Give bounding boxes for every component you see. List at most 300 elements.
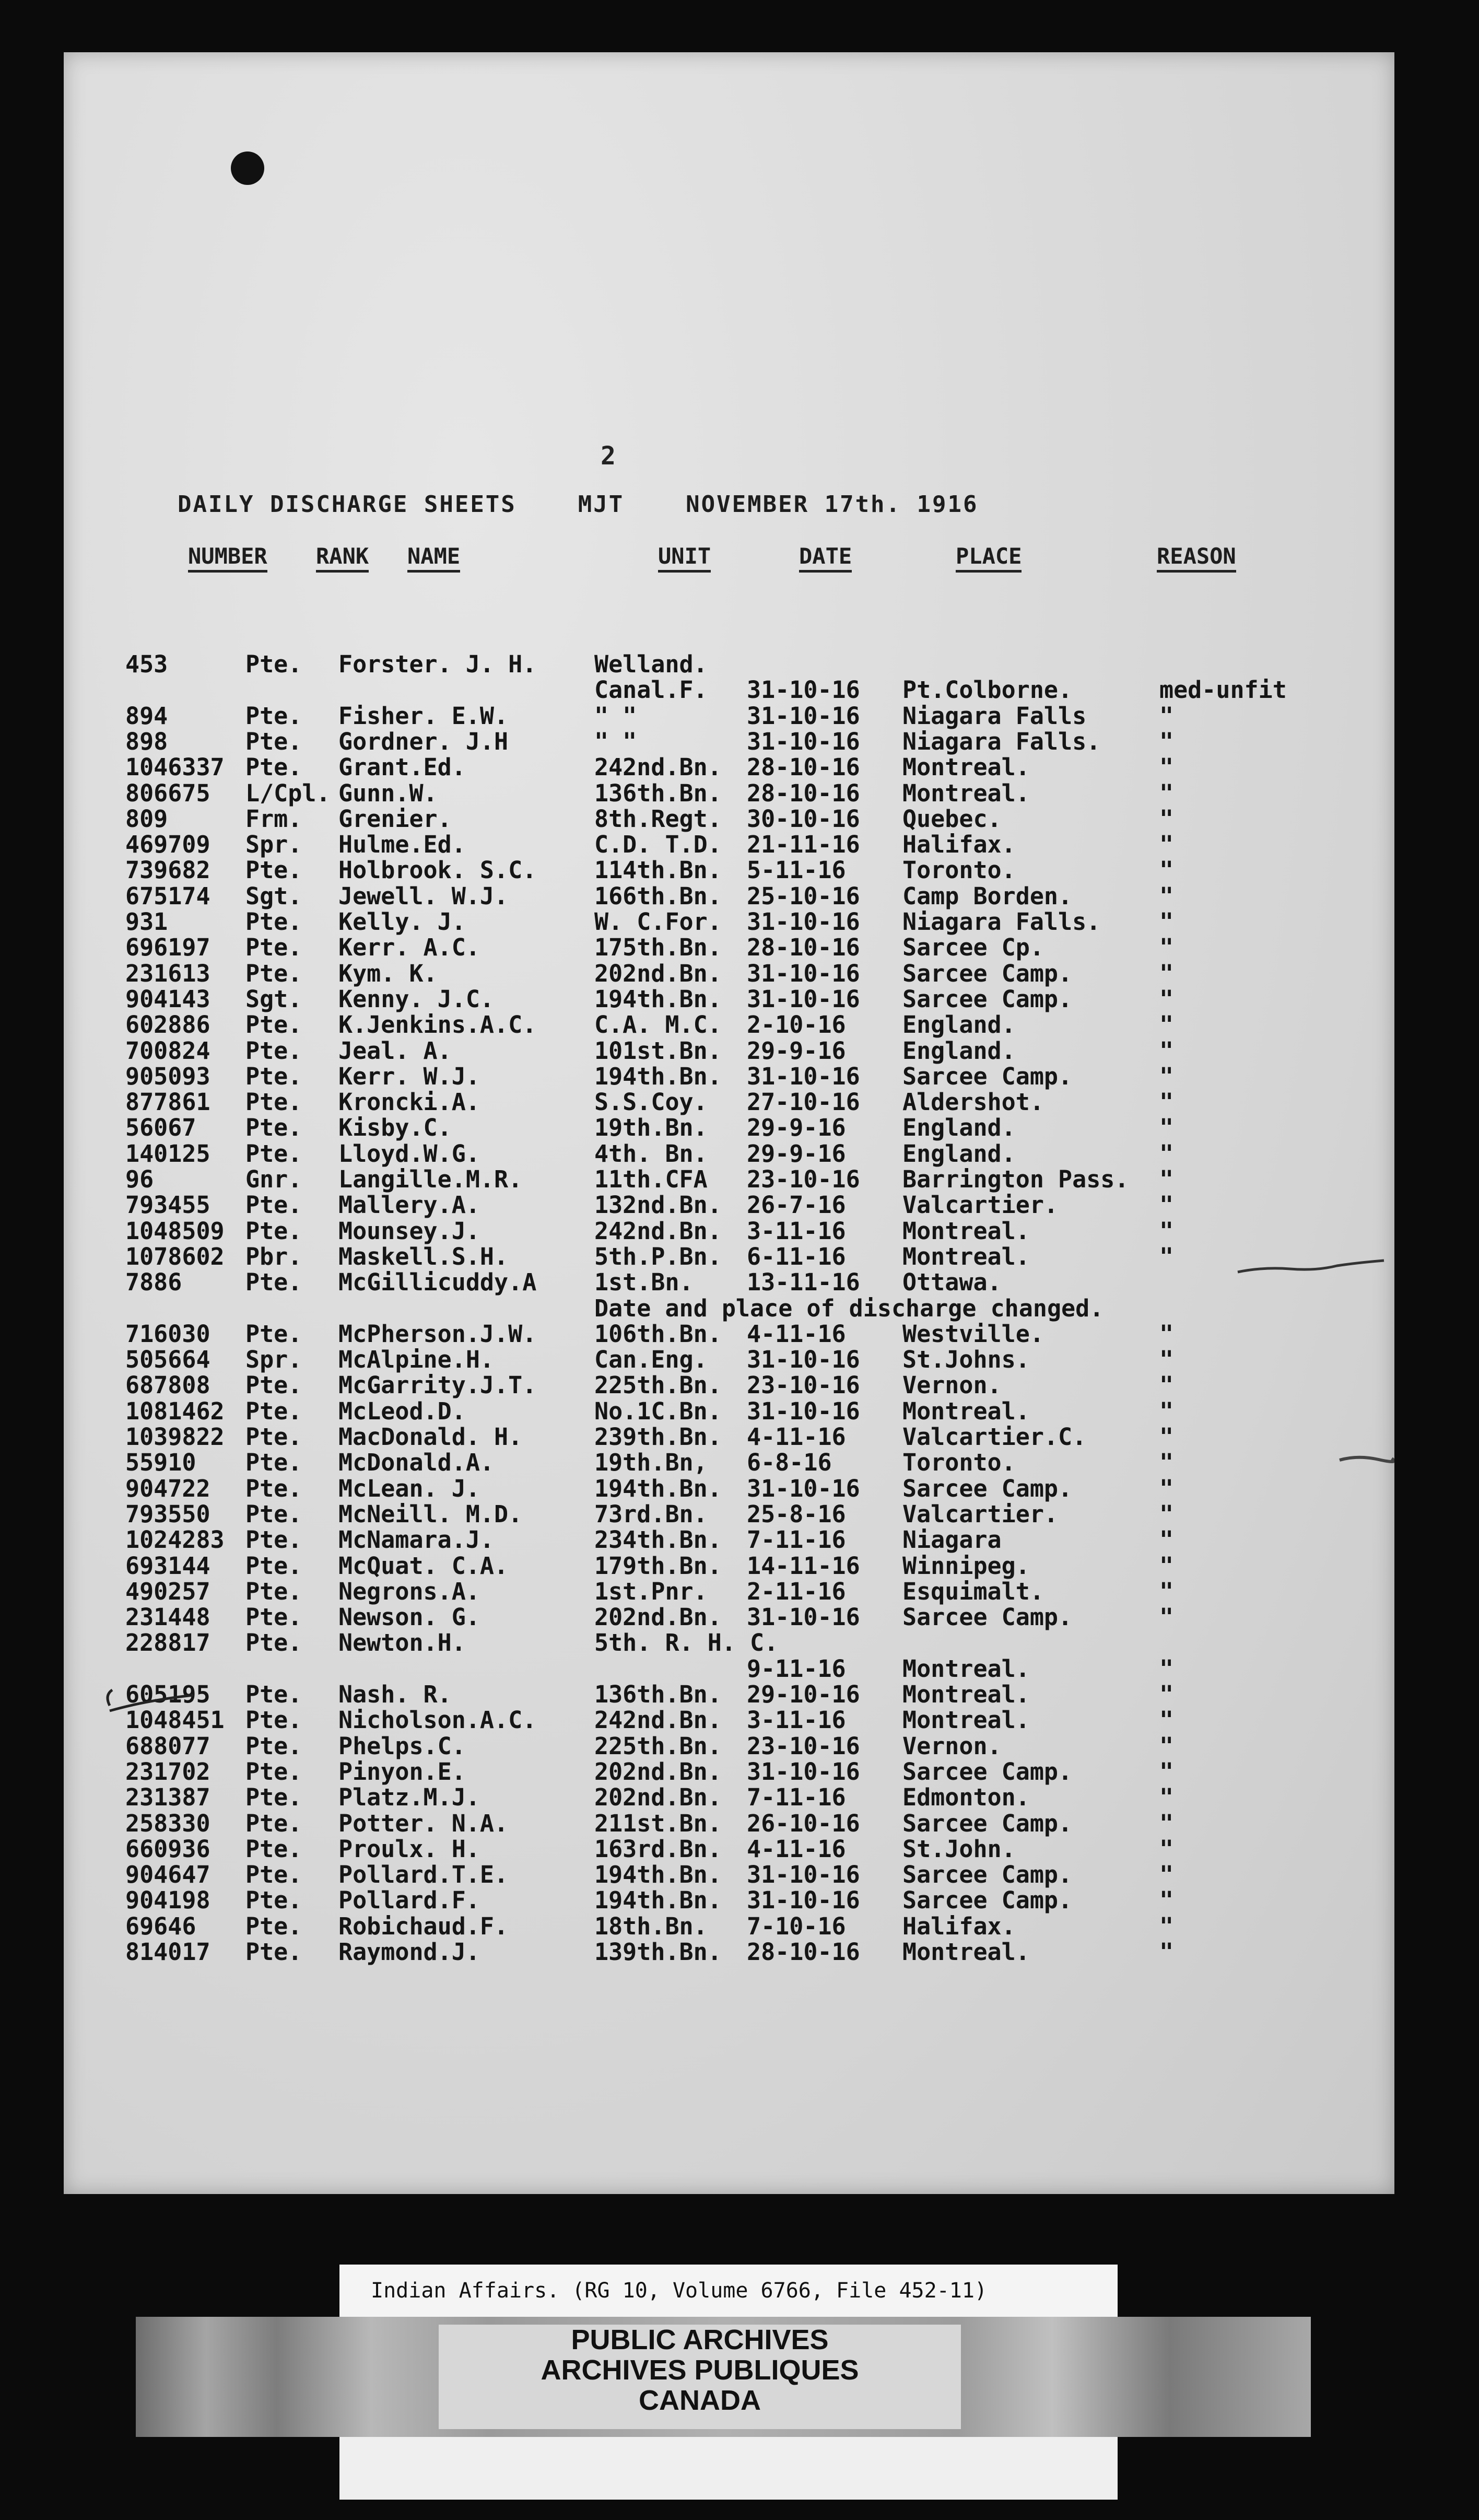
- cell-reason: ": [1159, 1603, 1174, 1631]
- cell-place: Sarcee Camp.: [902, 1861, 1073, 1888]
- cell-name: Raymond.J.: [338, 1938, 480, 1966]
- cell-unit: 242nd.Bn.: [594, 1217, 722, 1245]
- cell-name: MacDonald. H.: [338, 1423, 523, 1451]
- cell-rank: Pte.: [245, 1268, 302, 1296]
- cell-place: Niagara Falls.: [902, 908, 1101, 936]
- cell-place: Esquimalt.: [902, 1578, 1044, 1605]
- cell-name: Potter. N.A.: [338, 1810, 509, 1837]
- header-name: NAME: [407, 543, 460, 573]
- cell-unit: 194th.Bn.: [594, 1063, 722, 1090]
- cell-date: 21-11-16: [747, 831, 860, 858]
- cell-rank: Pte.: [245, 1063, 302, 1090]
- cell-reason: ": [1159, 1037, 1174, 1065]
- cell-number: 877861: [125, 1088, 210, 1116]
- cell-number: 56067: [125, 1114, 196, 1141]
- cell-place: St.Johns.: [902, 1346, 1030, 1373]
- cell-reason: ": [1159, 779, 1174, 807]
- cell-rank: Pte.: [245, 856, 302, 884]
- cell-date: 31-10-16: [747, 1475, 860, 1502]
- cell-date: 28-10-16: [747, 753, 860, 781]
- cell-reason: ": [1159, 1655, 1174, 1683]
- cell-reason: ": [1159, 1140, 1174, 1168]
- cell-name: Platz.M.J.: [338, 1783, 480, 1811]
- cell-rank: Pte.: [245, 1449, 302, 1476]
- cell-unit: 8th.Regt.: [594, 805, 722, 833]
- cell-unit: 225th.Bn.: [594, 1732, 722, 1760]
- cell-unit: S.S.Coy.: [594, 1088, 708, 1116]
- cell-number: 716030: [125, 1320, 210, 1348]
- cell-unit: 136th.Bn.: [594, 1681, 722, 1708]
- cell-rank: Pte.: [245, 908, 302, 936]
- cell-place: England.: [902, 1114, 1016, 1141]
- cell-name: Hulme.Ed.: [338, 831, 466, 858]
- cell-rank: Pte.: [245, 1578, 302, 1605]
- cell-number: 696197: [125, 934, 210, 961]
- cell-unit: 202nd.Bn.: [594, 960, 722, 987]
- cell-date: 31-10-16: [747, 1886, 860, 1914]
- cell-name: McDonald.A.: [338, 1449, 495, 1476]
- cell-rank: Pte.: [245, 1140, 302, 1168]
- cell-unit: 139th.Bn.: [594, 1938, 722, 1966]
- cell-date: 4-11-16: [747, 1835, 846, 1863]
- cell-rank: Pte.: [245, 1526, 302, 1554]
- cell-reason: ": [1159, 1706, 1174, 1734]
- archive-label-bottom: [339, 2437, 1118, 2500]
- cell-date: 9-11-16: [747, 1655, 846, 1683]
- cell-number: 675174: [125, 882, 210, 910]
- cell-number: 505664: [125, 1346, 210, 1373]
- cell-reason: ": [1159, 1165, 1174, 1193]
- cell-date: 4-11-16: [747, 1320, 846, 1348]
- cell-rank: Pte.: [245, 1397, 302, 1425]
- cell-reason: ": [1159, 831, 1174, 858]
- cell-place: Quebec.: [902, 805, 1002, 833]
- cell-date: 13-11-16: [747, 1268, 860, 1296]
- cell-reason: ": [1159, 1114, 1174, 1141]
- stamp-line-1: PUBLIC ARCHIVES: [571, 2324, 829, 2355]
- cell-name: Pinyon.E.: [338, 1758, 466, 1786]
- cell-unit: 225th.Bn.: [594, 1371, 722, 1399]
- cell-number: 55910: [125, 1449, 196, 1476]
- stamp-line-2: ARCHIVES PUBLIQUES: [541, 2354, 859, 2386]
- cell-rank: Pte.: [245, 1475, 302, 1502]
- cell-date: 31-10-16: [747, 1063, 860, 1090]
- cell-place: Vernon.: [902, 1732, 1002, 1760]
- cell-date: 31-10-16: [747, 1397, 860, 1425]
- cell-date: 29-9-16: [747, 1114, 846, 1141]
- cell-unit: 18th.Bn.: [594, 1912, 708, 1940]
- cell-name: Kym. K.: [338, 960, 438, 987]
- cell-date: 23-10-16: [747, 1371, 860, 1399]
- cell-unit: 73rd.Bn.: [594, 1500, 708, 1528]
- cell-reason: ": [1159, 805, 1174, 833]
- cell-reason: ": [1159, 1552, 1174, 1580]
- cell-rank: Spr.: [245, 831, 302, 858]
- cell-number: 231613: [125, 960, 210, 987]
- cell-reason: ": [1159, 1861, 1174, 1888]
- cell-number: 1048451: [125, 1706, 225, 1734]
- cell-number: 904647: [125, 1861, 210, 1888]
- cell-name: Nash. R.: [338, 1681, 452, 1708]
- cell-reason: ": [1159, 1243, 1174, 1270]
- cell-rank: Sgt.: [245, 882, 302, 910]
- cell-unit: 179th.Bn.: [594, 1552, 722, 1580]
- cell-place: Aldershot.: [902, 1088, 1044, 1116]
- page-number: 2: [601, 441, 616, 471]
- cell-number: 140125: [125, 1140, 210, 1168]
- cell-rank: Pte.: [245, 1861, 302, 1888]
- cell-place: England.: [902, 1140, 1016, 1168]
- cell-unit: 242nd.Bn.: [594, 1706, 722, 1734]
- cell-unit: 239th.Bn.: [594, 1423, 722, 1451]
- cell-reason: ": [1159, 1732, 1174, 1760]
- cell-rank: Pte.: [245, 1886, 302, 1914]
- cell-name: Phelps.C.: [338, 1732, 466, 1760]
- cell-place: Sarcee Camp.: [902, 1603, 1073, 1631]
- cell-unit: 194th.Bn.: [594, 1886, 722, 1914]
- cell-reason: ": [1159, 1191, 1174, 1219]
- sheet-title: DAILY DISCHARGE SHEETS MJT NOVEMBER 17th. 1916: [178, 491, 979, 518]
- cell-place: Sarcee Camp.: [902, 1063, 1073, 1090]
- cell-date: 29-10-16: [747, 1681, 860, 1708]
- cell-unit: 242nd.Bn.: [594, 753, 722, 781]
- cell-rank: Pte.: [245, 1810, 302, 1837]
- cell-place: Montreal.: [902, 1655, 1030, 1683]
- cell-name: McPherson.J.W.: [338, 1320, 537, 1348]
- cell-rank: Pte.: [245, 1371, 302, 1399]
- cell-date: 31-10-16: [747, 1346, 860, 1373]
- cell-date: 23-10-16: [747, 1165, 860, 1193]
- cell-rank: Pte.: [245, 702, 302, 730]
- cell-unit: 202nd.Bn.: [594, 1603, 722, 1631]
- cell-name: Gordner. J.H: [338, 728, 509, 755]
- header-rank: RANK: [316, 543, 369, 573]
- handwritten-smudge-mark: [1337, 1452, 1394, 1468]
- cell-reason: ": [1159, 1011, 1174, 1039]
- cell-number: 228817: [125, 1629, 210, 1656]
- cell-name: Kisby.C.: [338, 1114, 452, 1141]
- cell-unit: 1st.Bn.: [594, 1268, 694, 1296]
- header-reason: REASON: [1157, 543, 1236, 573]
- cell-rank: Pte.: [245, 1629, 302, 1656]
- cell-number: 1081462: [125, 1397, 225, 1425]
- cell-reason: ": [1159, 702, 1174, 730]
- cell-number: 687808: [125, 1371, 210, 1399]
- cell-date: 4-11-16: [747, 1423, 846, 1451]
- cell-reason: ": [1159, 1578, 1174, 1605]
- cell-rank: Pte.: [245, 1681, 302, 1708]
- cell-number: 69646: [125, 1912, 196, 1940]
- cell-date: 28-10-16: [747, 934, 860, 961]
- cell-date: 31-10-16: [747, 1861, 860, 1888]
- cell-date: 5-11-16: [747, 856, 846, 884]
- cell-date: 30-10-16: [747, 805, 860, 833]
- cell-unit: 19th.Bn,: [594, 1449, 708, 1476]
- cell-unit: 234th.Bn.: [594, 1526, 722, 1554]
- cell-place: England.: [902, 1037, 1016, 1065]
- cell-date: 6-11-16: [747, 1243, 846, 1270]
- cell-place: Niagara Falls.: [902, 728, 1101, 755]
- cell-name: McAlpine.H.: [338, 1346, 495, 1373]
- cell-name: Newton.H.: [338, 1629, 466, 1656]
- cell-place: Halifax.: [902, 1912, 1016, 1940]
- cell-unit: 211st.Bn.: [594, 1810, 722, 1837]
- cell-unit: No.1C.Bn.: [594, 1397, 722, 1425]
- cell-number: 904143: [125, 985, 210, 1013]
- public-archives-stamp: [439, 2325, 961, 2429]
- cell-reason: ": [1159, 1758, 1174, 1786]
- cell-place: Sarcee Camp.: [902, 985, 1073, 1013]
- cell-rank: Pte.: [245, 1706, 302, 1734]
- cell-name: McLeod.D.: [338, 1397, 466, 1425]
- cell-unit: Welland.: [594, 650, 708, 678]
- cell-rank: Gnr.: [245, 1165, 302, 1193]
- cell-number: 931: [125, 908, 168, 936]
- cell-number: 453: [125, 650, 168, 678]
- cell-date: 31-10-16: [747, 960, 860, 987]
- cell-name: Pollard.T.E.: [338, 1861, 509, 1888]
- cell-name: Pollard.F.: [338, 1886, 480, 1914]
- cell-place: Montreal.: [902, 1681, 1030, 1708]
- cell-unit: Canal.F.: [594, 676, 708, 704]
- cell-name: Kroncki.A.: [338, 1088, 480, 1116]
- cell-name: Fisher. E.W.: [338, 702, 509, 730]
- cell-place: Sarcee Cp.: [902, 934, 1044, 961]
- cell-name: Mallery.A.: [338, 1191, 480, 1219]
- handwritten-bracket-mark: [99, 1679, 204, 1721]
- cell-name: Newson. G.: [338, 1603, 480, 1631]
- cell-number: 1046337: [125, 753, 225, 781]
- cell-rank: Pte.: [245, 1423, 302, 1451]
- cell-number: 1024283: [125, 1526, 225, 1554]
- cell-date: 29-9-16: [747, 1037, 846, 1065]
- cell-unit: 101st.Bn.: [594, 1037, 722, 1065]
- cell-reason: ": [1159, 1346, 1174, 1373]
- cell-reason: ": [1159, 1912, 1174, 1940]
- cell-reason: ": [1159, 1500, 1174, 1528]
- cell-date: 27-10-16: [747, 1088, 860, 1116]
- cell-date: 3-11-16: [747, 1217, 846, 1245]
- cell-number: 898: [125, 728, 168, 755]
- archive-reference-label: Indian Affairs. (RG 10, Volume 6766, File 452-11): [339, 2265, 1118, 2317]
- cell-rank: Pte.: [245, 1758, 302, 1786]
- cell-unit: 114th.Bn.: [594, 856, 722, 884]
- cell-reason: ": [1159, 753, 1174, 781]
- cell-reason: ": [1159, 1397, 1174, 1425]
- cell-name: McQuat. C.A.: [338, 1552, 509, 1580]
- cell-number: 605195: [125, 1681, 210, 1708]
- cell-place: Barrington Pass.: [902, 1165, 1129, 1193]
- cell-name: Kelly. J.: [338, 908, 466, 936]
- cell-unit: 5th. R. H. C.: [594, 1629, 779, 1656]
- cell-rank: Pte.: [245, 1217, 302, 1245]
- cell-name: Langille.M.R.: [338, 1165, 523, 1193]
- cell-name: McLean. J.: [338, 1475, 480, 1502]
- cell-name: Kerr. A.C.: [338, 934, 480, 961]
- cell-unit: C.D. T.D.: [594, 831, 722, 858]
- cell-place: Vernon.: [902, 1371, 1002, 1399]
- cell-date: 14-11-16: [747, 1552, 860, 1580]
- cell-rank: L/Cpl.: [245, 779, 331, 807]
- cell-place: Montreal.: [902, 1243, 1030, 1270]
- cell-date: 7-10-16: [747, 1912, 846, 1940]
- cell-reason: ": [1159, 1810, 1174, 1837]
- cell-unit: 11th.CFA: [594, 1165, 708, 1193]
- cell-place: Camp Borden.: [902, 882, 1073, 910]
- cell-rank: Pte.: [245, 1783, 302, 1811]
- cell-place: Valcartier.: [902, 1500, 1059, 1528]
- cell-number: 688077: [125, 1732, 210, 1760]
- cell-place: Sarcee Camp.: [902, 1475, 1073, 1502]
- cell-date: 2-10-16: [747, 1011, 846, 1039]
- cell-unit: 194th.Bn.: [594, 1861, 722, 1888]
- cell-date: 25-8-16: [747, 1500, 846, 1528]
- cell-name: Grant.Ed.: [338, 753, 466, 781]
- cell-date: 25-10-16: [747, 882, 860, 910]
- cell-place: Niagara Falls: [902, 702, 1087, 730]
- cell-name: Jeal. A.: [338, 1037, 452, 1065]
- cell-rank: Pte.: [245, 728, 302, 755]
- cell-number: 700824: [125, 1037, 210, 1065]
- cell-unit: 136th.Bn.: [594, 779, 722, 807]
- cell-number: 904198: [125, 1886, 210, 1914]
- cell-unit: W. C.For.: [594, 908, 722, 936]
- cell-date: 31-10-16: [747, 702, 860, 730]
- cell-number: 693144: [125, 1552, 210, 1580]
- cell-date: 26-7-16: [747, 1191, 846, 1219]
- cell-name: McNeill. M.D.: [338, 1500, 523, 1528]
- cell-rank: Pte.: [245, 1088, 302, 1116]
- header-unit: UNIT: [658, 543, 711, 573]
- cell-number: 814017: [125, 1938, 210, 1966]
- cell-unit: 4th. Bn.: [594, 1140, 708, 1168]
- cell-reason: ": [1159, 960, 1174, 987]
- cell-unit: C.A. M.C.: [594, 1011, 722, 1039]
- cell-unit: 166th.Bn.: [594, 882, 722, 910]
- cell-rank: Pte.: [245, 1114, 302, 1141]
- cell-date: 2-11-16: [747, 1578, 846, 1605]
- cell-unit: " ": [594, 728, 637, 755]
- cell-unit: 202nd.Bn.: [594, 1783, 722, 1811]
- cell-rank: Frm.: [245, 805, 302, 833]
- cell-reason: ": [1159, 728, 1174, 755]
- cell-rank: Pte.: [245, 1037, 302, 1065]
- cell-date: 6-8-16: [747, 1449, 832, 1476]
- cell-number: 469709: [125, 831, 210, 858]
- cell-unit: 19th.Bn.: [594, 1114, 708, 1141]
- cell-rank: Pte.: [245, 1938, 302, 1966]
- cell-unit: 194th.Bn.: [594, 1475, 722, 1502]
- cell-name: Mounsey.J.: [338, 1217, 480, 1245]
- cell-date: 7-11-16: [747, 1526, 846, 1554]
- cell-date: 28-10-16: [747, 1938, 860, 1966]
- cell-reason: ": [1159, 908, 1174, 936]
- cell-place: Pt.Colborne.: [902, 676, 1073, 704]
- cell-reason: ": [1159, 985, 1174, 1013]
- cell-name: McNamara.J.: [338, 1526, 495, 1554]
- cell-number: 1078602: [125, 1243, 225, 1270]
- cell-place: Sarcee Camp.: [902, 1810, 1073, 1837]
- cell-number: 806675: [125, 779, 210, 807]
- cell-unit: 106th.Bn.: [594, 1320, 722, 1348]
- cell-date: 3-11-16: [747, 1706, 846, 1734]
- cell-reason: ": [1159, 882, 1174, 910]
- punch-hole: [231, 151, 264, 185]
- cell-unit: 132nd.Bn.: [594, 1191, 722, 1219]
- cell-place: Toronto.: [902, 1449, 1016, 1476]
- cell-unit: Can.Eng.: [594, 1346, 708, 1373]
- cell-unit: 175th.Bn.: [594, 934, 722, 961]
- cell-name: McGillicuddy.A: [338, 1268, 537, 1296]
- cell-place: Valcartier.: [902, 1191, 1059, 1219]
- cell-date: 31-10-16: [747, 1758, 860, 1786]
- cell-unit: 5th.P.Bn.: [594, 1243, 722, 1270]
- cell-place: England.: [902, 1011, 1016, 1039]
- cell-reason: ": [1159, 934, 1174, 961]
- cell-place: Edmonton.: [902, 1783, 1030, 1811]
- cell-rank: Pte.: [245, 753, 302, 781]
- cell-reason: ": [1159, 1088, 1174, 1116]
- cell-place: Ottawa.: [902, 1268, 1002, 1296]
- cell-date: 26-10-16: [747, 1810, 860, 1837]
- cell-place: Winnipeg.: [902, 1552, 1030, 1580]
- header-date: DATE: [799, 543, 852, 573]
- cell-name: Forster. J. H.: [338, 650, 537, 678]
- cell-date: 29-9-16: [747, 1140, 846, 1168]
- cell-number: 7886: [125, 1268, 182, 1296]
- cell-reason: ": [1159, 1449, 1174, 1476]
- cell-rank: Pte.: [245, 650, 302, 678]
- cell-reason: ": [1159, 1063, 1174, 1090]
- cell-reason: ": [1159, 1526, 1174, 1554]
- cell-name: K.Jenkins.A.C.: [338, 1011, 537, 1039]
- cell-date: 31-10-16: [747, 728, 860, 755]
- cell-place: Sarcee Camp.: [902, 1886, 1073, 1914]
- cell-rank: Pte.: [245, 1500, 302, 1528]
- cell-name: Robichaud.F.: [338, 1912, 509, 1940]
- cell-name: Lloyd.W.G.: [338, 1140, 480, 1168]
- cell-number: 739682: [125, 856, 210, 884]
- cell-date: 31-10-16: [747, 676, 860, 704]
- cell-number: 793550: [125, 1500, 210, 1528]
- cell-place: Sarcee Camp.: [902, 1758, 1073, 1786]
- cell-reason: ": [1159, 856, 1174, 884]
- cell-reason: ": [1159, 1423, 1174, 1451]
- cell-number: 1039822: [125, 1423, 225, 1451]
- cell-rank: Pbr.: [245, 1243, 302, 1270]
- cell-reason: ": [1159, 1938, 1174, 1966]
- cell-place: Valcartier.C.: [902, 1423, 1087, 1451]
- cell-number: 231387: [125, 1783, 210, 1811]
- cell-reason: med-unfit: [1159, 676, 1287, 704]
- cell-unit: 163rd.Bn.: [594, 1835, 722, 1863]
- header-number: NUMBER: [188, 543, 267, 573]
- cell-number: 793455: [125, 1191, 210, 1219]
- cell-rank: Pte.: [245, 1320, 302, 1348]
- cell-place: Montreal.: [902, 779, 1030, 807]
- cell-number: 96: [125, 1165, 154, 1193]
- cell-unit: Date and place of discharge changed.: [594, 1294, 1104, 1322]
- cell-unit: 202nd.Bn.: [594, 1758, 722, 1786]
- cell-place: Montreal.: [902, 1217, 1030, 1245]
- cell-rank: Pte.: [245, 1191, 302, 1219]
- cell-rank: Pte.: [245, 934, 302, 961]
- cell-name: Nicholson.A.C.: [338, 1706, 537, 1734]
- cell-number: 231702: [125, 1758, 210, 1786]
- cell-unit: 194th.Bn.: [594, 985, 722, 1013]
- cell-name: Maskell.S.H.: [338, 1243, 509, 1270]
- cell-date: 31-10-16: [747, 1603, 860, 1631]
